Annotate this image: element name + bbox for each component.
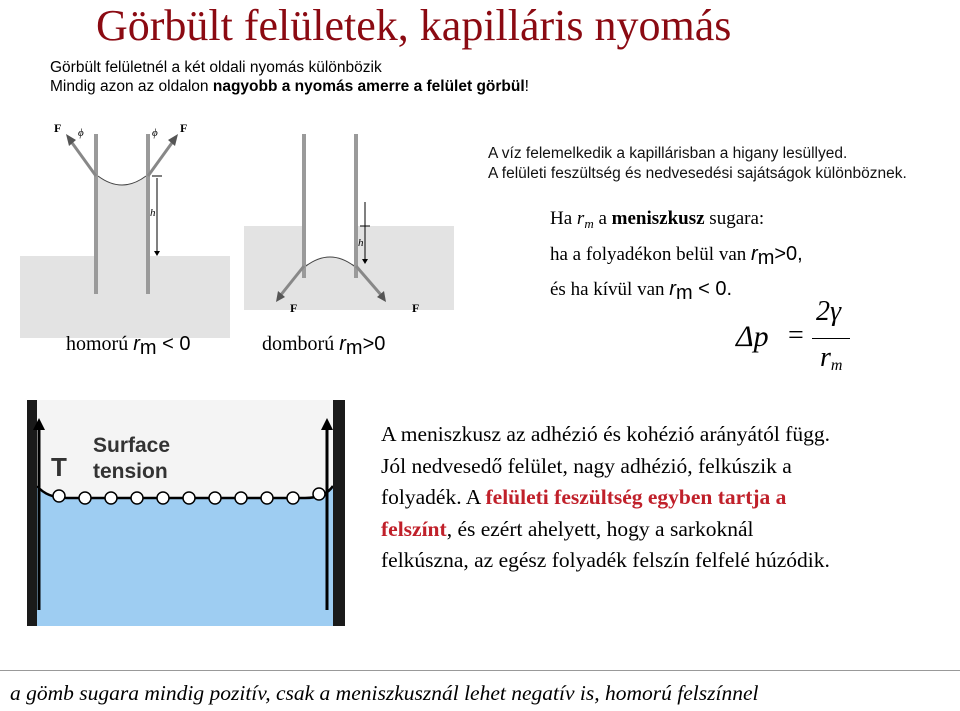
page-title: Görbült felületek, kapilláris nyomás (96, 1, 732, 50)
surface-label: Surface (93, 434, 171, 457)
radius-definition (550, 203, 803, 309)
angle-label-right: ϕ (152, 127, 158, 139)
intro-line-2 (50, 77, 529, 96)
surface-tension-graphic (27, 400, 345, 626)
convex-caption-text: domború (262, 333, 340, 355)
radius-line-3-b: < 0. (692, 278, 733, 300)
height-label-right: h (358, 237, 364, 249)
radius-line-3-a: és ha kívül van (550, 279, 670, 300)
note-line-2: A felületi feszültség és nedvesedési sajátságok különböznek. (488, 165, 907, 182)
note-line-1: A víz felemelkedik a kapillárisban a higany lesüllyed. (488, 145, 848, 162)
force-arrow-left (70, 140, 96, 176)
force-arrow-right (148, 140, 174, 176)
convex-caption-m: m (345, 337, 363, 359)
formula-delta-p: Δp (736, 320, 769, 353)
radius-line-1-m: m (584, 216, 594, 231)
intro-line-2-suffix: ! (524, 78, 529, 95)
radius-line-1-r: r (576, 208, 585, 229)
radius-line-2-a: ha a folyadékon belül van (550, 244, 752, 265)
paragraph-part-2: , és ezért ahelyett, hogy a sarkoknál felkúszna, az egész folyadék felszín felfelé húzódik. (381, 516, 830, 572)
radius-line-1 (550, 203, 803, 239)
radius-line-1-c: sugara: (704, 208, 765, 229)
radius-line-2-r: r (751, 243, 758, 265)
radius-line-2 (550, 239, 803, 274)
formula-denominator-m: m (830, 357, 843, 374)
formula-equals: = (788, 320, 804, 351)
intro-line-2-bold: nagyobb a nyomás amerre a felület görbül (212, 78, 525, 95)
divider (0, 670, 960, 671)
height-arrowhead-left (154, 251, 160, 256)
footer-note: a gömb sugara mindig pozitív, csak a meniszkusznál lehet negatív is, homorú felszínnel (10, 681, 759, 705)
radius-line-1-a: Ha (550, 208, 577, 229)
water-pool (20, 256, 230, 338)
force-label-right: F (180, 121, 188, 135)
convex-caption (262, 332, 385, 360)
intro-line-2-prefix: Mindig azon az oldalon (50, 78, 213, 95)
force-label-left: F (54, 121, 62, 135)
intro-line-1: Görbült felületnél a két oldali nyomás különbözik (50, 59, 382, 76)
radius-line-2-b: >0, (774, 243, 803, 265)
meniscus-paragraph (381, 419, 841, 577)
radius-line-1-b: a (593, 208, 612, 229)
concave-caption-text: homorú (66, 333, 134, 355)
mercury-column (306, 264, 354, 310)
radius-line-2-m: m (757, 247, 775, 269)
concave-caption-r: r (133, 333, 140, 355)
convex-caption-r: r (339, 333, 346, 355)
paragraph-part-1: A meniszkusz az adhézió és kohézió arányától függ. Jól nedvesedő felület, nagy adhézió, felkúszik a folyadék. A (381, 422, 830, 509)
water-column (98, 176, 146, 260)
formula-denominator-r: r (820, 342, 831, 373)
force-label-down-left: F (290, 301, 298, 315)
radius-line-3-r: r (669, 278, 676, 300)
container-wall-left (27, 400, 37, 626)
tension-label: tension (93, 460, 168, 483)
paragraph-highlight: felületi feszültség egyben tartja a felszínt (381, 485, 787, 541)
capillary-note (488, 144, 907, 184)
concave-caption-value: < 0 (156, 333, 191, 355)
height-label-left: h (150, 207, 156, 219)
convex-caption-value: >0 (362, 333, 386, 355)
surface-tension-image (27, 400, 345, 626)
formula-numerator: 2γ (816, 296, 842, 327)
intro-text (50, 58, 529, 96)
radius-line-1-bold: meniszkusz (611, 208, 705, 229)
concave-caption-m: m (139, 337, 157, 359)
tension-symbol: T (51, 452, 67, 482)
force-label-down-right: F (412, 301, 420, 315)
radius-line-3-m: m (675, 282, 693, 304)
angle-label-left: ϕ (78, 127, 84, 139)
formula-denominator (820, 342, 842, 375)
concave-caption (66, 332, 190, 360)
formula-fraction-bar (812, 338, 850, 339)
water-body (37, 486, 333, 626)
laplace-formula (736, 296, 856, 386)
container-wall-right (333, 400, 345, 626)
